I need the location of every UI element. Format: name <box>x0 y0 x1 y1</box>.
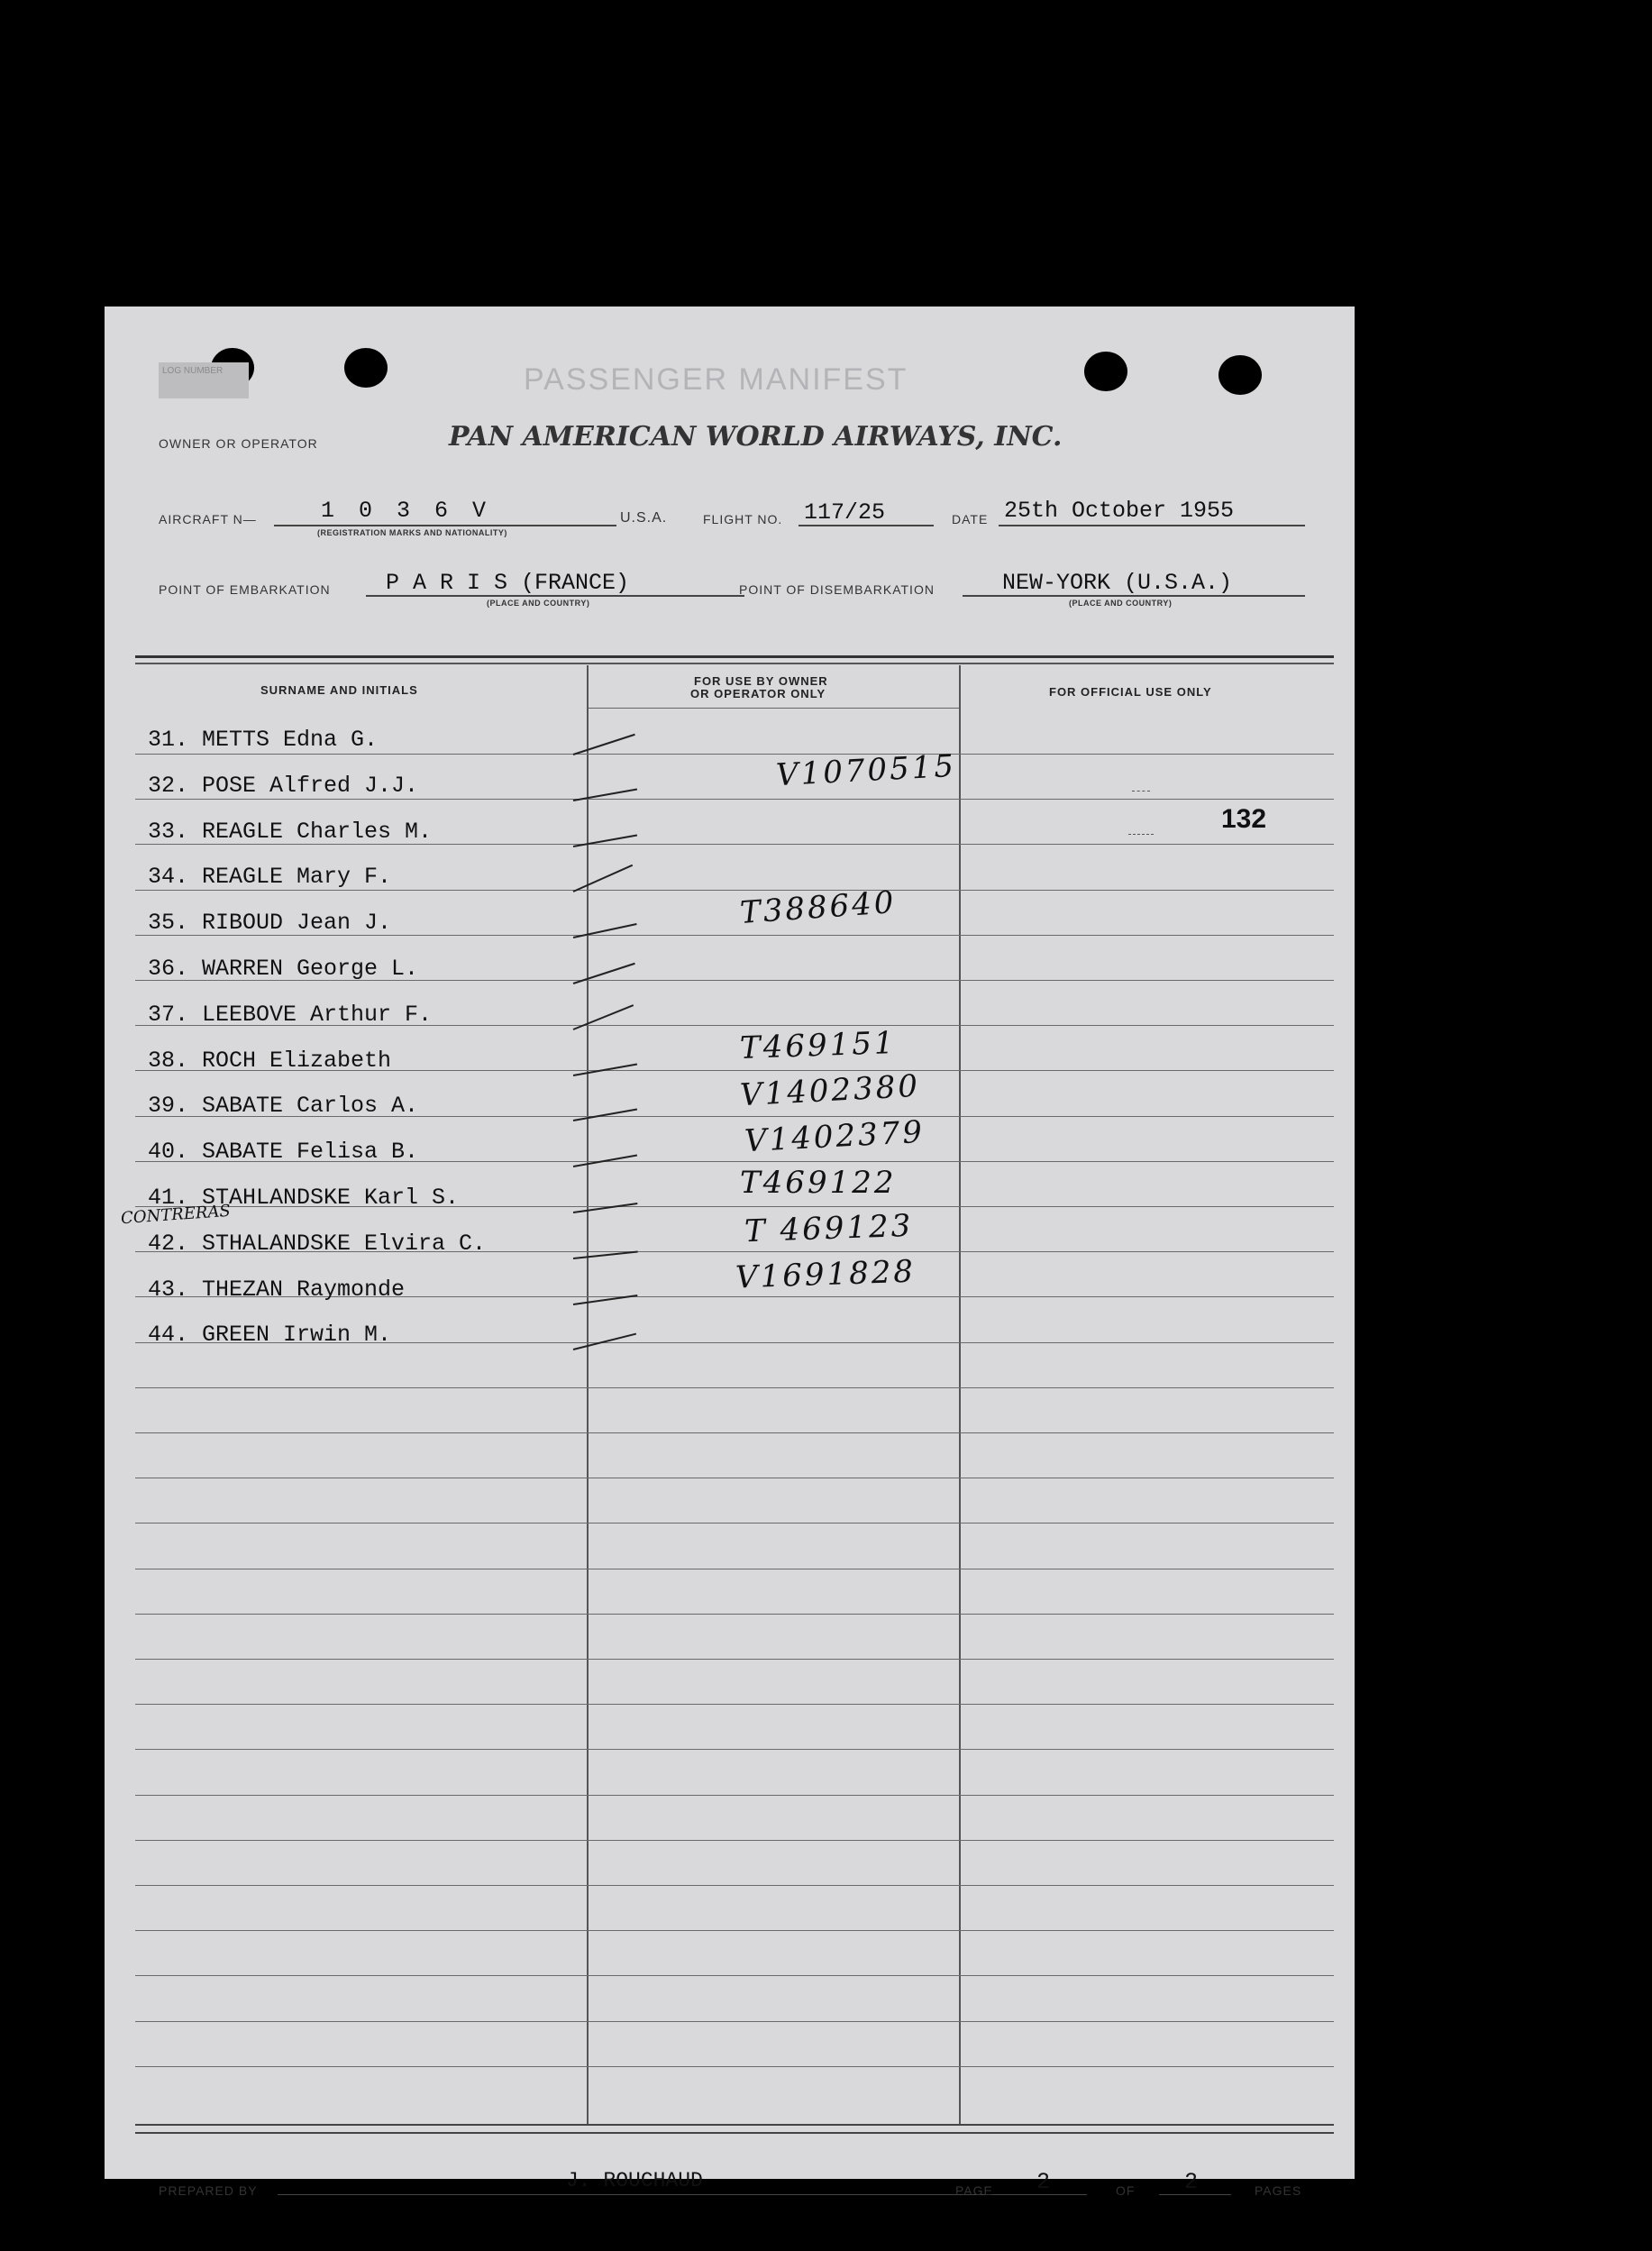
passenger-name: 40. SABATE Felisa B. <box>148 1139 419 1165</box>
row-rule <box>135 1659 1334 1660</box>
passenger-name: 38. ROCH Elizabeth <box>148 1048 392 1074</box>
check-tick <box>573 963 635 984</box>
passenger-name: 33. REAGLE Charles M. <box>148 819 433 845</box>
row-rule <box>135 1975 1334 1976</box>
passenger-name: 42. STHALANDSKE Elvira C. <box>148 1231 487 1257</box>
official-dash <box>1128 834 1154 835</box>
row-rule <box>135 1840 1334 1841</box>
passenger-row <box>105 1165 1355 1230</box>
margin-note: CONTRERAS <box>120 1201 232 1229</box>
passenger-name: 35. RIBOUD Jean J. <box>148 910 392 936</box>
row-rule <box>135 2066 1334 2067</box>
check-tick <box>573 789 637 801</box>
check-tick <box>573 1333 636 1350</box>
passenger-row <box>105 1113 1355 1184</box>
flight-number: 117/25 <box>804 499 886 526</box>
col-owner-header-2: OR OPERATOR ONLY <box>690 687 826 700</box>
punch-hole-2 <box>344 348 388 388</box>
passenger-name: 43. THEZAN Raymonde <box>148 1276 406 1303</box>
row-rule <box>135 1387 1334 1388</box>
passenger-name: 44. GREEN Irwin M. <box>148 1322 392 1348</box>
page-label: PAGE <box>955 2183 993 2198</box>
owner-value: PAN AMERICAN WORLD AIRWAYS, INC. <box>449 421 1063 453</box>
pages-label: PAGES <box>1255 2183 1302 2198</box>
embark-value: P A R I S (FRANCE) <box>386 570 630 596</box>
passenger-row <box>105 1002 1355 1047</box>
passenger-name: 34. REAGLE Mary F. <box>148 864 392 890</box>
date-value: 25th October 1955 <box>1004 498 1235 524</box>
embark-sub: (PLACE AND COUNTRY) <box>487 599 590 608</box>
check-tick <box>573 734 635 755</box>
col-official-header: FOR OFFICIAL USE ONLY <box>1049 685 1212 699</box>
aircraft-sub: (REGISTRATION MARKS AND NATIONALITY) <box>317 528 507 537</box>
manifest-sheet <box>105 307 1355 2198</box>
usa-label: U.S.A. <box>620 510 668 526</box>
row-rule <box>135 1930 1334 1931</box>
of-label: OF <box>1116 2183 1136 2198</box>
document-number: V1691828 <box>735 1253 917 1296</box>
check-tick <box>573 1295 638 1305</box>
passenger-name: 39. SABATE Carlos A. <box>148 1093 419 1119</box>
aircraft-value: 1 0 3 6 V <box>321 498 492 524</box>
document-number: V1402380 <box>739 1067 921 1114</box>
passenger-name: 37. LEEBOVE Arthur F. <box>148 1002 433 1028</box>
document-number: T469122 <box>740 1165 897 1201</box>
disembark-sub: (PLACE AND COUNTRY) <box>1069 599 1173 608</box>
document-number: T469151 <box>739 1024 898 1067</box>
row-rule <box>135 1795 1334 1796</box>
punch-hole-4 <box>1218 355 1262 395</box>
check-tick <box>573 1250 638 1259</box>
check-tick <box>573 865 634 892</box>
page-value: 2 <box>1036 2169 1051 2195</box>
check-tick <box>573 1064 637 1076</box>
form-title: PASSENGER MANIFEST <box>524 362 908 397</box>
document-number: T388640 <box>738 883 898 932</box>
passenger-row <box>105 864 1355 909</box>
prepared-value: J. ROUCHAUD <box>566 2169 703 2192</box>
date-label: DATE <box>952 512 989 526</box>
check-tick <box>573 1109 637 1121</box>
passenger-row <box>105 727 1355 772</box>
check-tick <box>573 1155 637 1167</box>
passenger-row <box>105 883 1355 955</box>
passenger-name: 41. STAHLANDSKE Karl S. <box>148 1185 460 1211</box>
row-rule <box>135 1885 1334 1886</box>
passenger-row <box>105 956 1355 1001</box>
prepared-label: PREPARED BY <box>159 2183 258 2198</box>
passenger-row <box>105 1024 1355 1093</box>
punch-hole-3 <box>1084 352 1127 391</box>
check-tick <box>573 1004 634 1030</box>
passenger-name: 32. POSE Alfred J.J. <box>148 773 419 799</box>
document-number: V1402379 <box>744 1113 926 1160</box>
embark-label: POINT OF EMBARKATION <box>159 582 331 597</box>
check-tick <box>573 835 637 847</box>
check-tick <box>573 1203 638 1213</box>
passenger-row <box>105 1067 1355 1138</box>
flight-label: FLIGHT NO. <box>703 512 783 526</box>
passenger-name: 36. WARREN George L. <box>148 956 419 982</box>
aircraft-label: AIRCRAFT N— <box>159 512 257 526</box>
row-rule <box>135 1704 1334 1705</box>
of-value: 2 <box>1184 2169 1199 2195</box>
log-stamp: LOG NUMBER <box>159 362 249 398</box>
col-owner-header-1: FOR USE BY OWNER <box>694 674 828 688</box>
passenger-row <box>105 747 1355 818</box>
row-rule <box>135 1749 1334 1750</box>
official-stamp-number: 132 <box>1221 804 1267 834</box>
passenger-row <box>105 1253 1355 1322</box>
row-rule <box>135 1523 1334 1524</box>
col-surname-header: SURNAME AND INITIALS <box>260 683 418 697</box>
document-number: V1070515 <box>775 747 957 794</box>
official-dots <box>1132 791 1150 792</box>
disembark-label: POINT OF DISEMBARKATION <box>739 582 935 597</box>
passenger-row <box>105 819 1355 864</box>
row-rule <box>135 1614 1334 1615</box>
owner-label: OWNER OR OPERATOR <box>159 436 318 451</box>
document-number: T 469123 <box>744 1207 914 1250</box>
row-rule <box>135 1432 1334 1433</box>
passenger-row <box>105 1322 1355 1367</box>
passenger-name: 31. METTS Edna G. <box>148 727 379 753</box>
disembark-value: NEW-YORK (U.S.A.) <box>1002 570 1233 596</box>
row-rule <box>135 2021 1334 2022</box>
check-tick <box>573 923 637 938</box>
